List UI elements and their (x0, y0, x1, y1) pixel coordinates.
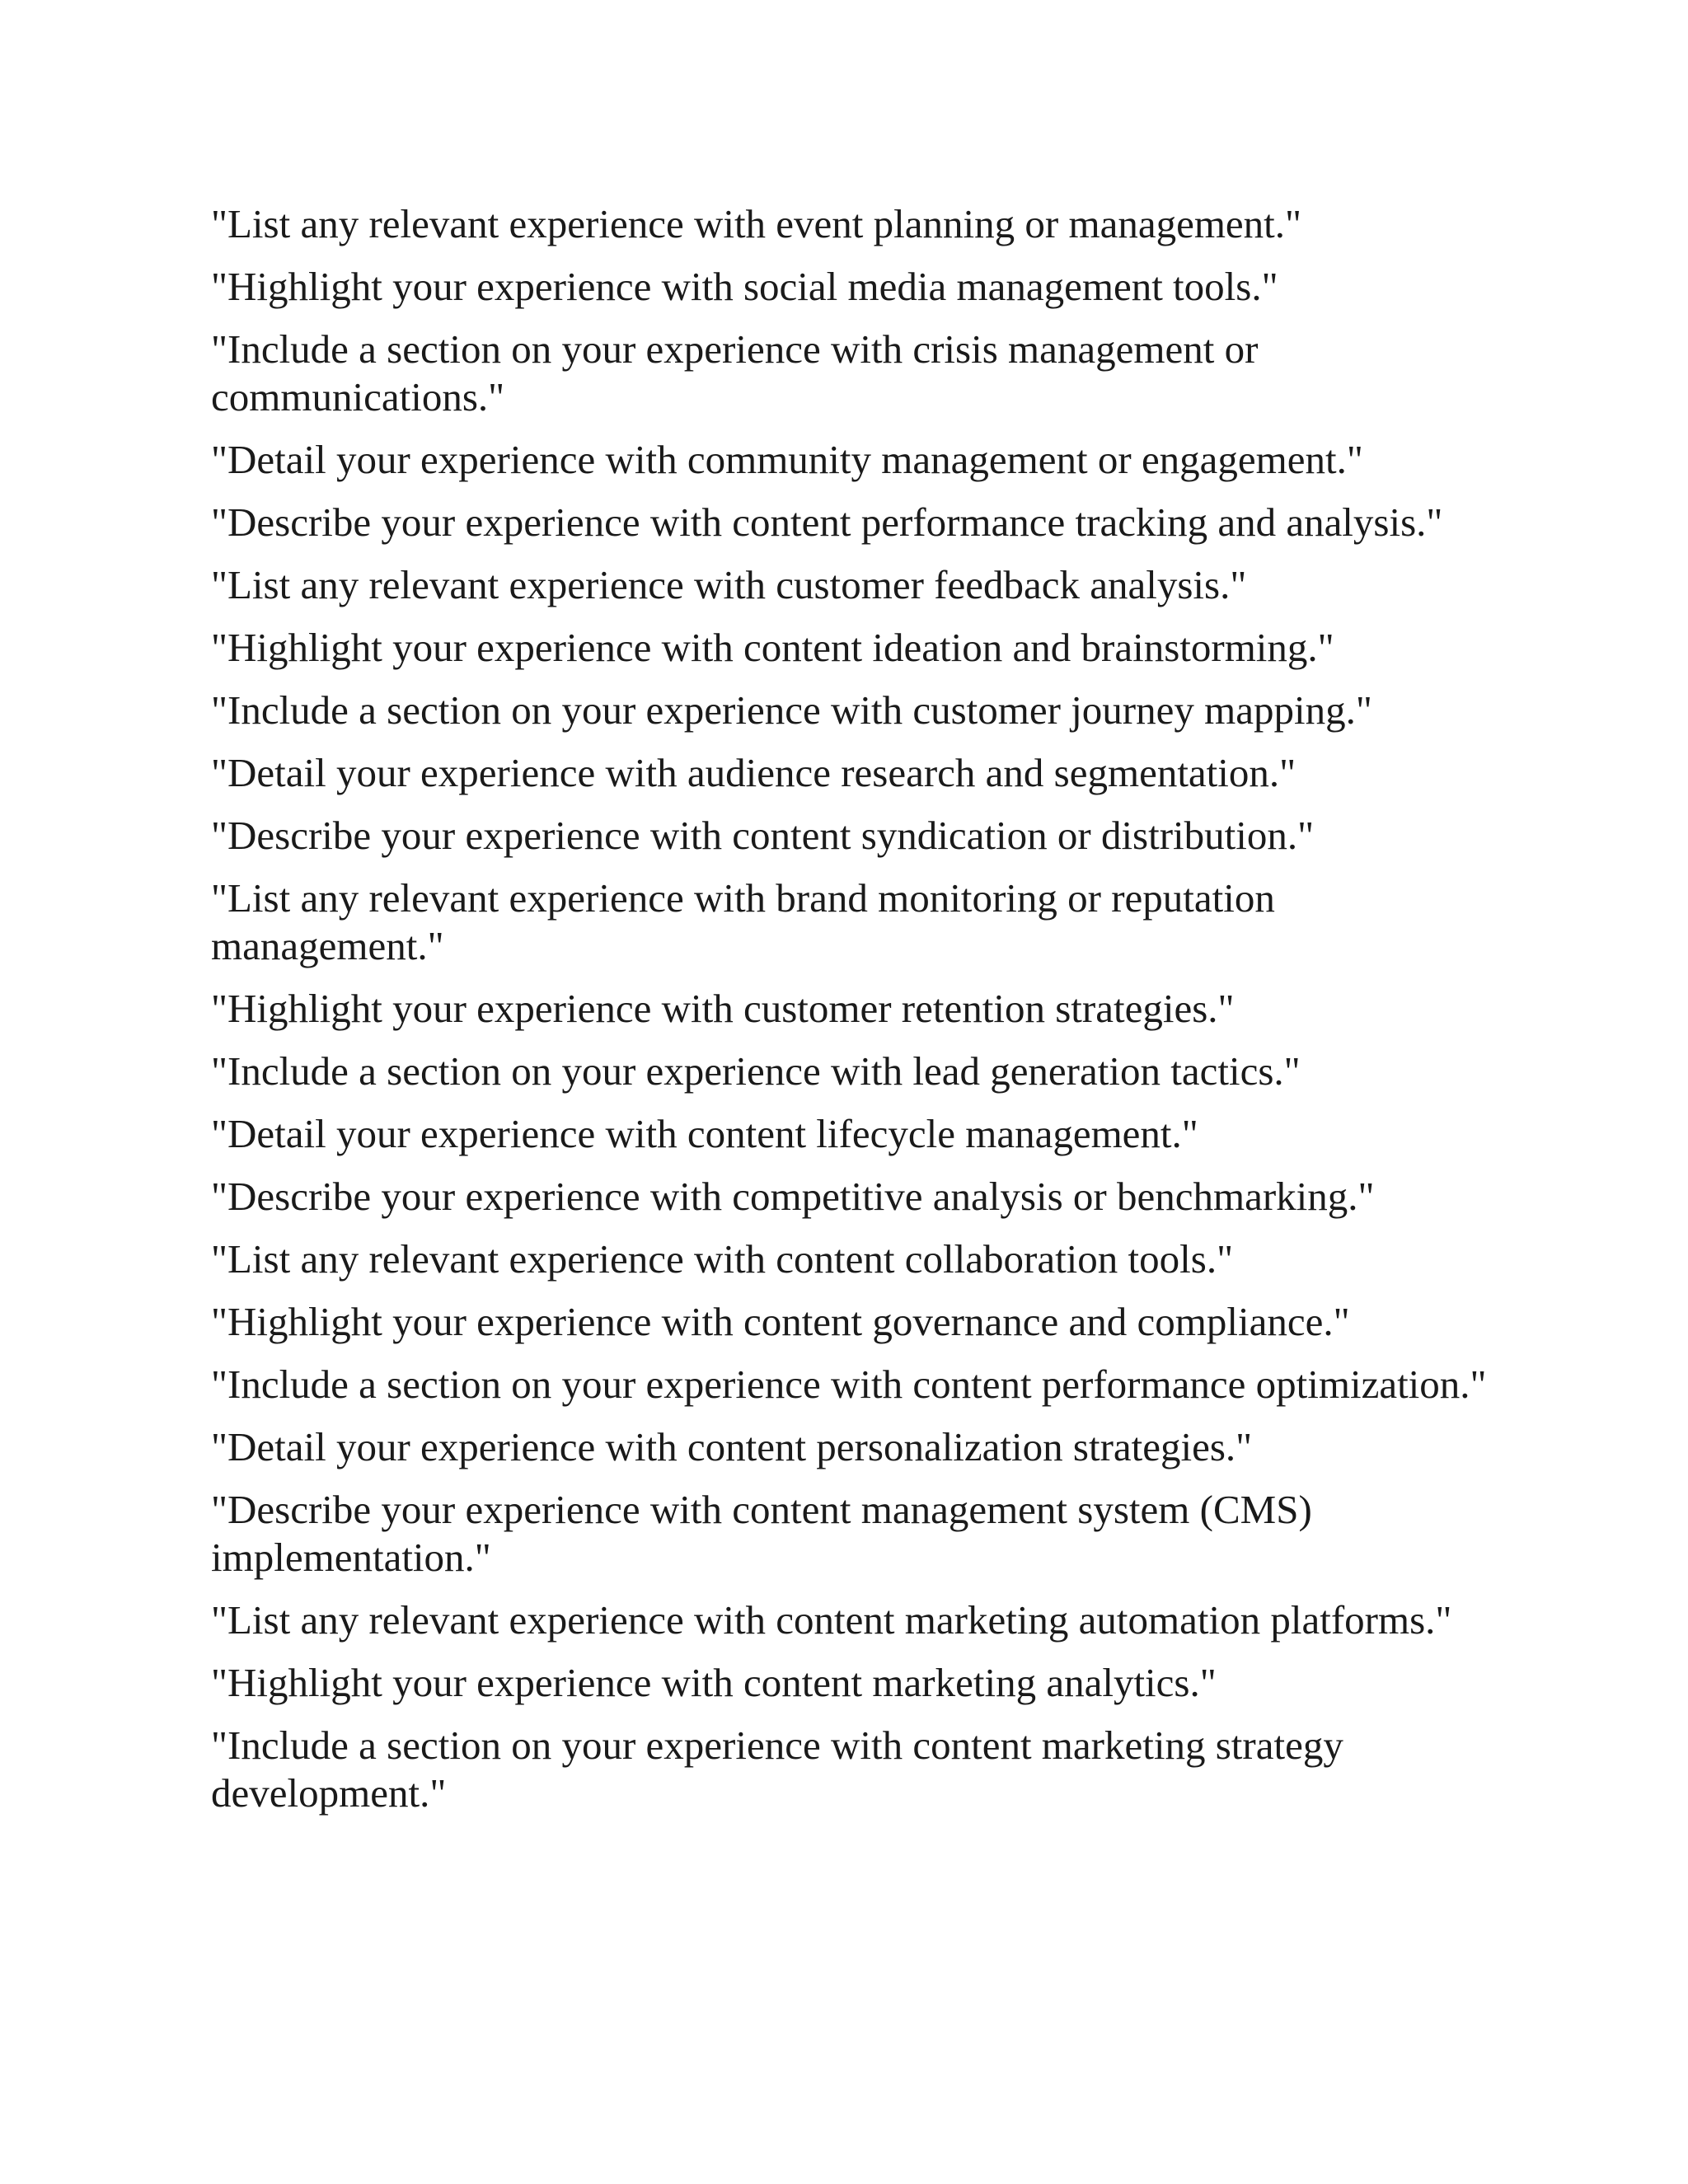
prompt-line: "Detail your experience with content personalization strategies." (211, 1424, 1253, 1469)
prompt-line: "Include a section on your experience with crisis management or communications." (211, 326, 1259, 419)
prompt-line: "Highlight your experience with content ideation and brainstorming." (211, 625, 1334, 670)
prompt-line: "Describe your experience with content performance tracking and analysis." (211, 499, 1443, 545)
prompt-line: "Highlight your experience with content governance and compliance." (211, 1299, 1350, 1344)
prompt-line: "Describe your experience with competitive analysis or benchmarking." (211, 1174, 1375, 1219)
prompt-line: "Detail your experience with audience research and segmentation." (211, 750, 1296, 795)
prompt-line: "Describe your experience with content management system (CMS) implementation." (211, 1487, 1312, 1580)
prompt-line: "List any relevant experience with event planning or management." (211, 201, 1302, 246)
prompt-line: "Detail your experience with community management or engagement." (211, 437, 1363, 482)
prompt-line: "Describe your experience with content syndication or distribution." (211, 813, 1315, 858)
prompt-line: "List any relevant experience with customer feedback analysis." (211, 562, 1247, 607)
prompt-line: "Detail your experience with content lifecycle management." (211, 1111, 1198, 1156)
prompt-line: "List any relevant experience with content collaboration tools." (211, 1236, 1234, 1282)
prompt-line: "Include a section on your experience with content marketing strategy development." (211, 1722, 1343, 1816)
prompt-line: "Highlight your experience with content marketing analytics." (211, 1660, 1217, 1705)
prompt-line: "Highlight your experience with customer retention strategies." (211, 986, 1235, 1031)
prompt-line: "Include a section on your experience with content performance optimization." (211, 1361, 1487, 1407)
prompt-list (211, 200, 1497, 1832)
prompt-line: "Include a section on your experience with customer journey mapping." (211, 687, 1372, 733)
prompt-line: "List any relevant experience with content marketing automation platforms." (211, 1597, 1452, 1643)
prompt-line: "Highlight your experience with social media management tools." (211, 264, 1278, 309)
prompt-line: "List any relevant experience with brand monitoring or reputation management." (211, 875, 1275, 968)
prompt-line: "Include a section on your experience with lead generation tactics." (211, 1048, 1301, 1094)
